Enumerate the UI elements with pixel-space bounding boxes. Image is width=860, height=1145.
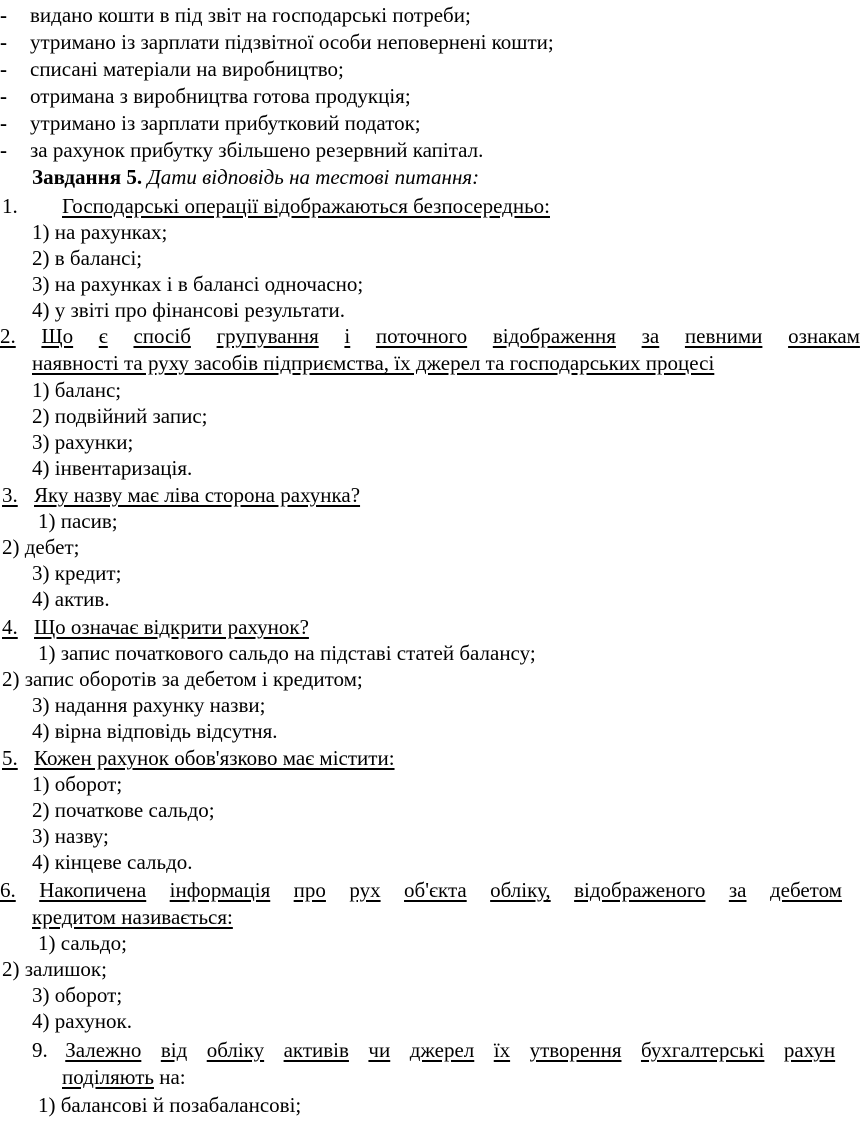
word: рух xyxy=(349,878,381,902)
word: поточного xyxy=(375,324,468,348)
bullet-text: видано кошти в під звіт на господарські потреби; xyxy=(30,3,471,27)
question-text: Кожен рахунок обов'язково має містити: xyxy=(34,746,395,770)
bullet-item xyxy=(0,29,554,55)
option: 2) в балансі; xyxy=(32,246,143,270)
question-number: 2. xyxy=(0,324,16,348)
task-title: Завдання 5. xyxy=(32,165,143,189)
option: 3) надання рахунку назви; xyxy=(32,693,266,717)
bullet-text: утримано із зарплати підзвітної особи неповернені кошти; xyxy=(30,30,554,54)
question-number: 6. xyxy=(0,878,16,902)
question-5 xyxy=(2,745,395,771)
question-6-line2: кредитом називається: xyxy=(32,905,233,929)
word: відображення xyxy=(492,324,616,348)
bullet-dash: - xyxy=(0,3,7,27)
word: Залежно xyxy=(65,1038,142,1062)
bullet-item xyxy=(0,110,421,136)
option: 2) залишок; xyxy=(2,957,107,981)
word: активів xyxy=(283,1038,349,1062)
word: є xyxy=(98,324,108,348)
word: інформація xyxy=(169,878,271,902)
option: 1) запис початкового сальдо на підставі статей балансу; xyxy=(38,641,536,665)
option: 3) на рахунках і в балансі одночасно; xyxy=(32,272,364,296)
option: 3) назву; xyxy=(32,824,109,848)
option: 1) баланс; xyxy=(32,378,122,402)
word: утворення xyxy=(529,1038,622,1062)
question-number: 1. xyxy=(2,194,18,218)
question-2-line1 xyxy=(0,323,860,349)
bullet-dash: - xyxy=(0,30,7,54)
bullet-dash: - xyxy=(0,138,7,162)
word: ознакам xyxy=(788,324,860,348)
option: 2) подвійний запис; xyxy=(32,404,208,428)
option: 1) на рахунках; xyxy=(32,220,168,244)
question-text: Яку назву має ліва сторона рахунка? xyxy=(34,483,361,507)
bullet-dash: - xyxy=(0,57,7,81)
question-text: Господарські операції відображаються безпосередньо: xyxy=(62,194,550,218)
question-4 xyxy=(2,614,309,640)
option: 1) оборот; xyxy=(32,772,123,796)
word: рахун xyxy=(783,1038,836,1062)
word: і xyxy=(344,324,351,348)
bullet-item xyxy=(0,56,344,82)
task-heading xyxy=(32,164,479,190)
word: спосіб xyxy=(133,324,191,348)
word: Накопичена xyxy=(39,878,147,902)
bullet-text: за рахунок прибутку збільшено резервний капітал. xyxy=(30,138,484,162)
bullet-text: утримано із зарплати прибутковий податок; xyxy=(30,111,421,135)
word: про xyxy=(293,878,326,902)
bullet-item xyxy=(0,83,411,109)
bullet-item xyxy=(0,137,483,163)
option: 2) запис оборотів за дебетом і кредитом; xyxy=(2,667,363,691)
word: Що xyxy=(41,324,74,348)
word: дебетом xyxy=(769,878,842,902)
word: обліку xyxy=(206,1038,265,1062)
question-9-line2 xyxy=(62,1064,186,1090)
word: за xyxy=(728,878,747,902)
word: від xyxy=(160,1038,188,1062)
plain-text: на: xyxy=(153,1065,186,1089)
option: 3) кредит; xyxy=(32,561,122,585)
word: бухгалтерські xyxy=(640,1038,765,1062)
question-number: 4. xyxy=(2,615,18,639)
option: 4) у звіті про фінансові результати. xyxy=(32,298,345,322)
question-6-line1 xyxy=(0,877,842,903)
option: 4) рахунок. xyxy=(32,1009,132,1033)
underlined-word: поділяють xyxy=(62,1065,154,1089)
bullet-item xyxy=(0,2,471,28)
question-text xyxy=(65,1037,835,1063)
question-number: 3. xyxy=(2,483,18,507)
task-instruction: Дати відповідь на тестові питання: xyxy=(147,165,480,189)
question-text: Що означає відкрити рахунок? xyxy=(34,615,309,639)
word: об'єкта xyxy=(404,878,467,902)
option: 2) початкове сальдо; xyxy=(32,798,215,822)
word: відображеного xyxy=(574,878,706,902)
question-3 xyxy=(2,482,360,508)
bullet-dash: - xyxy=(0,111,7,135)
option: 4) кінцеве сальдо. xyxy=(32,850,193,874)
question-1 xyxy=(2,193,550,219)
option: 1) балансові й позабалансові; xyxy=(38,1093,302,1117)
option: 2) дебет; xyxy=(2,535,80,559)
option: 3) рахунки; xyxy=(32,430,134,454)
word: групування xyxy=(216,324,319,348)
option: 4) актив. xyxy=(32,587,110,611)
question-number: 9. xyxy=(32,1038,48,1062)
option: 3) оборот; xyxy=(32,983,123,1007)
bullet-dash: - xyxy=(0,84,7,108)
word: обліку, xyxy=(490,878,551,902)
bullet-text: списані матеріали на виробництво; xyxy=(30,57,344,81)
word: за xyxy=(641,324,660,348)
word: джерел xyxy=(409,1038,475,1062)
question-9-line1 xyxy=(32,1037,836,1063)
word: чи xyxy=(368,1038,391,1062)
question-2-line2: наявності та руху засобів підприємства, їх джерел та господарських процесі xyxy=(32,351,715,375)
option: 1) сальдо; xyxy=(38,931,127,955)
question-number: 5. xyxy=(2,746,18,770)
word: їх xyxy=(493,1038,511,1062)
option: 4) вірна відповідь відсутня. xyxy=(32,719,278,743)
option: 1) пасив; xyxy=(38,509,118,533)
bullet-text: отримана з виробництва готова продукція; xyxy=(30,84,411,108)
option: 4) інвентаризація. xyxy=(32,456,193,480)
word: певними xyxy=(684,324,763,348)
